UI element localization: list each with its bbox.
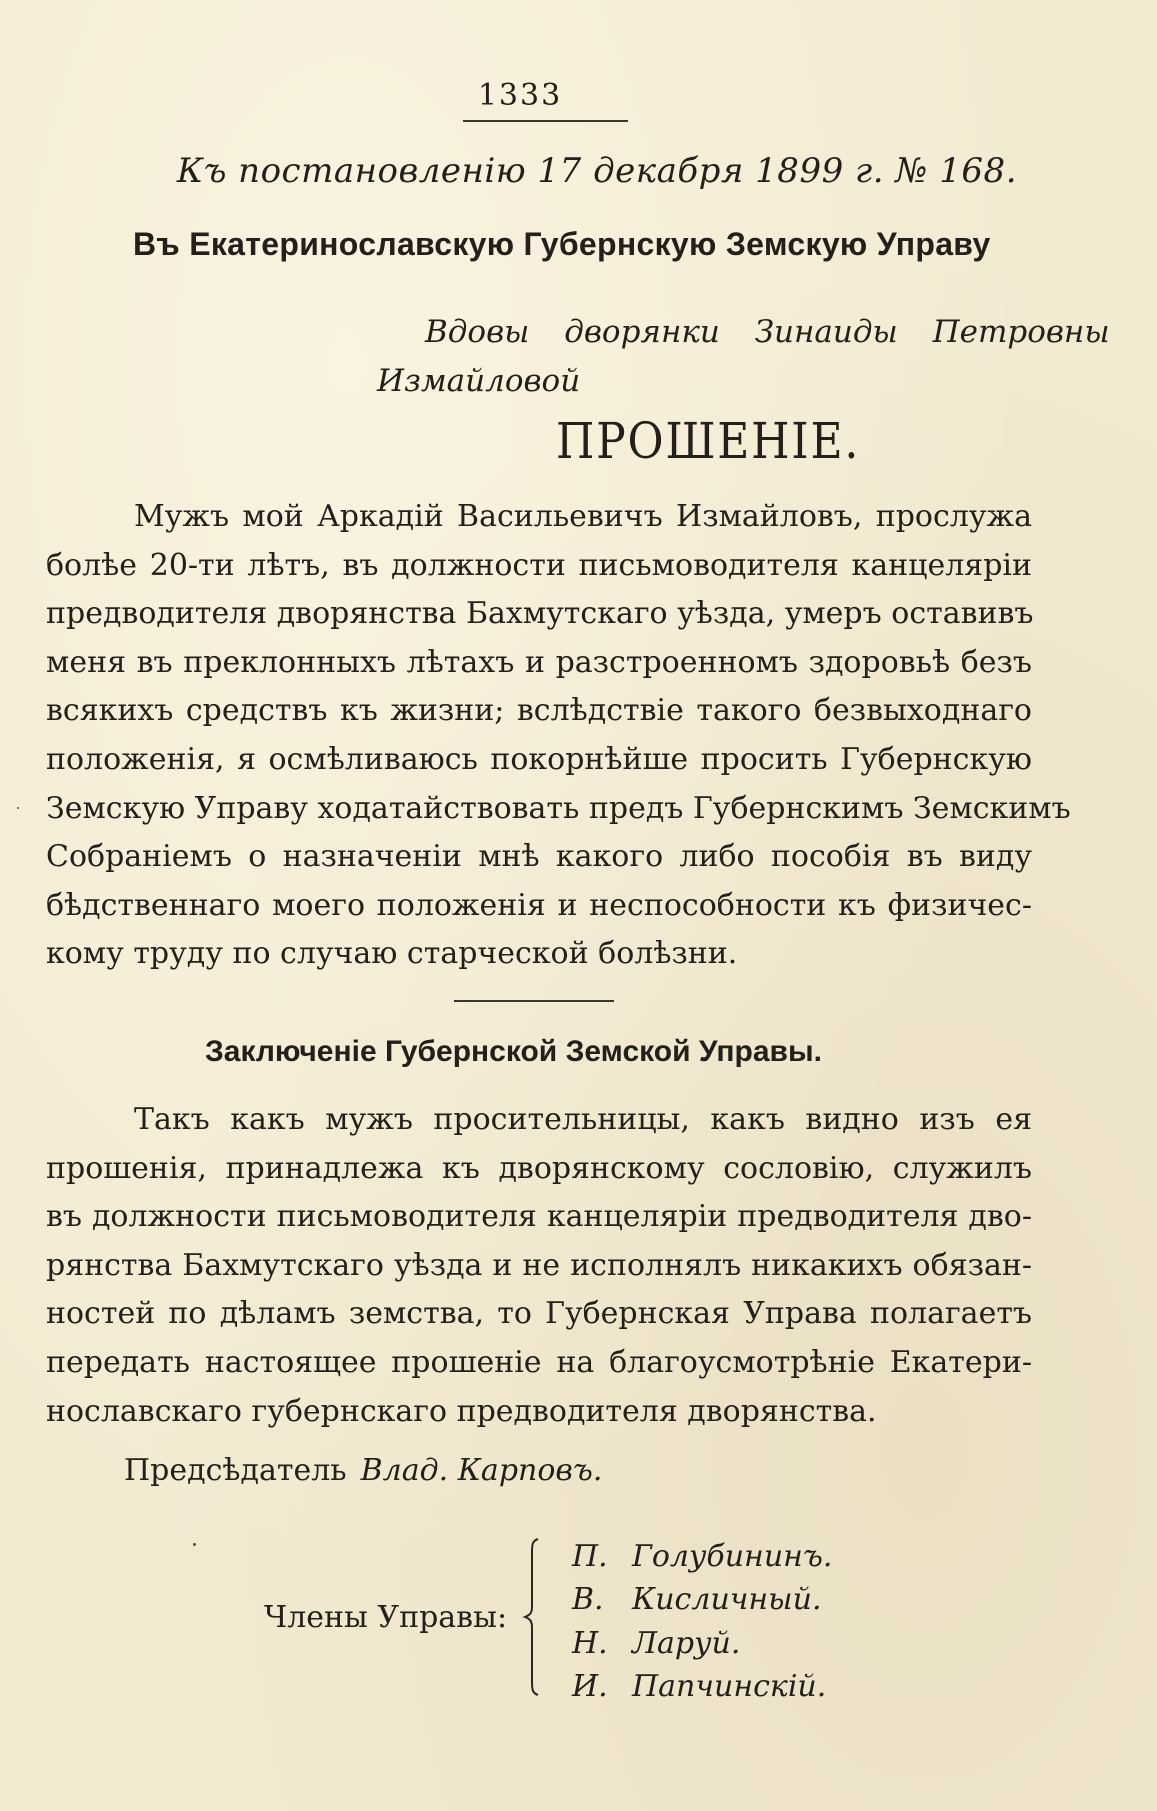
member-surname: Ларуй. xyxy=(632,1626,741,1661)
member-surname: Кисличный. xyxy=(632,1582,822,1617)
member-signature xyxy=(572,1582,821,1617)
text-line: Такъ какъ мужъ просительницы, какъ видно изъ ея xyxy=(134,1102,1032,1137)
member-signature xyxy=(572,1626,740,1661)
member-initial: П. xyxy=(572,1539,608,1574)
text-line: нославскаго губернскаго предводителя дворянства. xyxy=(46,1393,877,1429)
conclusion-text xyxy=(46,1096,1032,1436)
members-label: Члены Управы: xyxy=(264,1600,508,1635)
petition-text xyxy=(46,493,1071,979)
addressee-heading: Въ Екатеринославскую Губернскую Земскую Управу xyxy=(133,226,991,262)
text-line: ностей по дѣламъ земства, то Губернская Управа полагаетъ xyxy=(46,1296,1032,1332)
brace-icon xyxy=(522,1537,544,1697)
text-line: въ должности письмоводителя канцеляріи предводителя дво- xyxy=(46,1199,1032,1235)
member-surname: Голубининъ. xyxy=(632,1539,833,1574)
text-line: Мужъ мой Аркадій Васильевичъ Измайловъ, прослужа xyxy=(134,499,1032,534)
sender-line-2: Измайловой xyxy=(377,363,581,399)
page-number: 1333 xyxy=(477,78,563,113)
chairman-signature: Влад. Карповъ. xyxy=(360,1453,603,1488)
text-line: меня въ преклонныхъ лѣтахъ и разстроенномъ здоровьѣ безъ xyxy=(46,644,1032,680)
text-line: бѣдственнаго моего положенія и неспособности къ физичес- xyxy=(46,887,1032,923)
member-initial: В. xyxy=(572,1582,604,1617)
text-line: Собраніемъ о назначеніи мнѣ какого либо пособія въ виду xyxy=(46,839,1032,875)
text-line: предводителя дворянства Бахмутскаго уѣзда, умеръ оставивъ xyxy=(46,596,1034,632)
ink-speck xyxy=(193,1543,196,1546)
chairman-label: Предсѣдатель xyxy=(124,1453,347,1488)
member-initial: И. xyxy=(572,1669,608,1704)
member-surname: Папчинскій. xyxy=(632,1669,827,1704)
member-signature xyxy=(572,1539,832,1574)
text-line: передать настоящее прошеніе на благоусмотрѣніе Екатери- xyxy=(46,1344,1032,1380)
text-line: всякихъ средствъ къ жизни; вслѣдствіе такого безвыходнаго xyxy=(46,693,1032,729)
text-line: кому труду по случаю старческой болѣзни. xyxy=(46,936,738,972)
sender-line-1: Вдовы дворянки Зинаиды Петровны xyxy=(425,314,1110,350)
section-divider xyxy=(454,1000,614,1002)
conclusion-heading: Заключеніе Губернской Земской Управы. xyxy=(205,1035,822,1068)
reference-line: Къ постановленію 17 декабря 1899 г. № 168. xyxy=(176,151,1017,191)
petition-title: ПРОШЕНІЕ. xyxy=(556,412,861,470)
text-line: болѣе 20-ти лѣтъ, въ должности письмоводителя канцеляріи xyxy=(46,547,1032,583)
chairman-signature-line xyxy=(124,1453,602,1488)
member-initial: Н. xyxy=(572,1626,608,1661)
text-line: рянства Бахмутскаго уѣзда и не исполнялъ никакихъ обязан- xyxy=(46,1247,1032,1283)
text-line: прошенія, принадлежа къ дворянскому сословію, служилъ xyxy=(46,1150,1032,1186)
text-line: положенія, я осмѣливаюсь покорнѣйше просить Губернскую xyxy=(46,741,1032,777)
header-rule xyxy=(463,120,628,122)
member-signature xyxy=(572,1669,826,1704)
ink-speck xyxy=(17,807,19,809)
text-line: Земскую Управу ходатайствовать предъ Губернскимъ Земскимъ xyxy=(46,790,1071,826)
